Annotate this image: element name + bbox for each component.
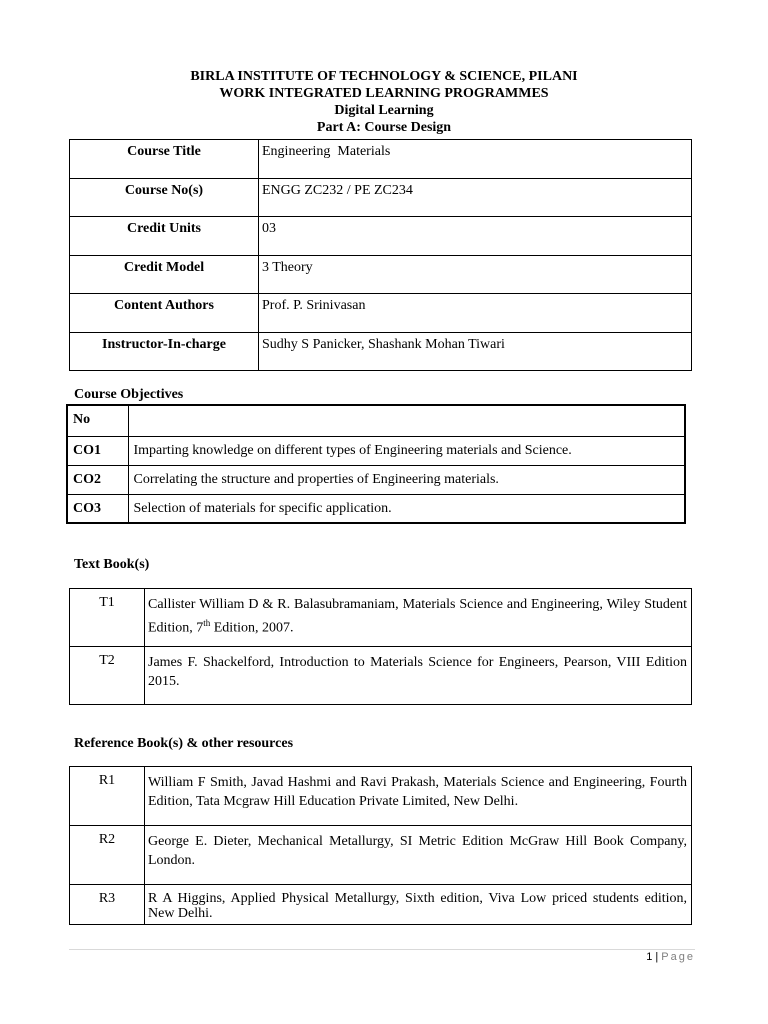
objective-code: CO3: [67, 494, 128, 523]
table-row: [67, 436, 685, 465]
programme-name: WORK INTEGRATED LEARNING PROGRAMMES: [219, 86, 549, 101]
course-title-value: Engineering Materials: [259, 140, 692, 179]
table-row: [70, 885, 692, 925]
objective-text: Selection of materials for specific application.: [128, 494, 685, 523]
document-header: [0, 68, 768, 136]
table-header-row: [67, 405, 685, 436]
instructor-value: Sudhy S Panicker, Shashank Mohan Tiwari: [259, 332, 692, 371]
course-objectives-title: Course Objectives: [74, 387, 184, 402]
objective-no-header: No: [67, 405, 128, 436]
reference-books-table: [69, 766, 692, 925]
table-row: [70, 140, 692, 179]
page-label: Page: [661, 951, 695, 963]
reference-citation: George E. Dieter, Mechanical Metallurgy, SI Metric Edition McGraw Hill Book Company, London.: [145, 826, 692, 885]
table-row: [70, 589, 692, 647]
table-row: [67, 494, 685, 523]
book-citation: James F. Shackelford, Introduction to Materials Science for Engineers, Pearson, VIII Edition 2015.: [145, 647, 692, 705]
reference-code: R1: [70, 767, 145, 826]
text-books-title: Text Book(s): [74, 557, 150, 572]
reference-citation: R A Higgins, Applied Physical Metallurgy, Sixth edition, Viva Low priced students edition, New Delhi.: [145, 885, 692, 925]
reference-code: R3: [70, 885, 145, 925]
table-row: [70, 332, 692, 371]
objective-text: Correlating the structure and properties of Engineering materials.: [128, 465, 685, 494]
credit-units-label: Credit Units: [70, 217, 259, 256]
reference-code: R2: [70, 826, 145, 885]
course-info-table: [69, 139, 692, 371]
table-row: [70, 217, 692, 256]
reference-books-title: Reference Book(s) & other resources: [74, 736, 294, 751]
reference-citation: William F Smith, Javad Hashmi and Ravi Prakash, Materials Science and Engineering, Fourth Edition, Tata Mcgraw Hill Education Private Limited, New Delhi.: [145, 767, 692, 826]
document-part-title: Part A: Course Design: [316, 120, 452, 135]
objective-code: CO2: [67, 465, 128, 494]
book-code: T2: [70, 647, 145, 705]
book-citation: [145, 589, 692, 647]
footer-separator: |: [655, 951, 659, 963]
credit-model-value: 3 Theory: [259, 255, 692, 294]
table-row: [67, 465, 685, 494]
page-footer: [646, 951, 695, 963]
course-no-value: ENGG ZC232 / PE ZC234: [259, 178, 692, 217]
table-row: [70, 294, 692, 333]
page-number: 1: [646, 951, 653, 963]
footer-divider: [69, 949, 695, 950]
institute-name: BIRLA INSTITUTE OF TECHNOLOGY & SCIENCE, PILANI: [190, 69, 578, 84]
credit-units-value: 03: [259, 217, 692, 256]
objective-text-header: [128, 405, 685, 436]
table-row: [70, 647, 692, 705]
credit-model-label: Credit Model: [70, 255, 259, 294]
content-authors-label: Content Authors: [70, 294, 259, 333]
citation-text: Callister William D & R. Balasubramaniam, Materials Science and Engineering, Wiley Student Edition, 7: [148, 597, 687, 636]
table-row: [70, 826, 692, 885]
content-authors-value: Prof. P. Srinivasan: [259, 294, 692, 333]
objective-code: CO1: [67, 436, 128, 465]
course-title-label: Course Title: [70, 140, 259, 179]
table-row: [70, 255, 692, 294]
text-books-table: [69, 588, 692, 705]
superscript-text: th: [203, 618, 211, 628]
course-no-label: Course No(s): [70, 178, 259, 217]
table-row: [70, 767, 692, 826]
division-name: Digital Learning: [334, 103, 434, 118]
table-row: [70, 178, 692, 217]
objective-text: Imparting knowledge on different types of Engineering materials and Science.: [128, 436, 685, 465]
course-objectives-table: [66, 404, 686, 524]
instructor-label: Instructor-In-charge: [70, 332, 259, 371]
book-code: T1: [70, 589, 145, 647]
citation-text: Edition, 2007.: [210, 620, 294, 636]
